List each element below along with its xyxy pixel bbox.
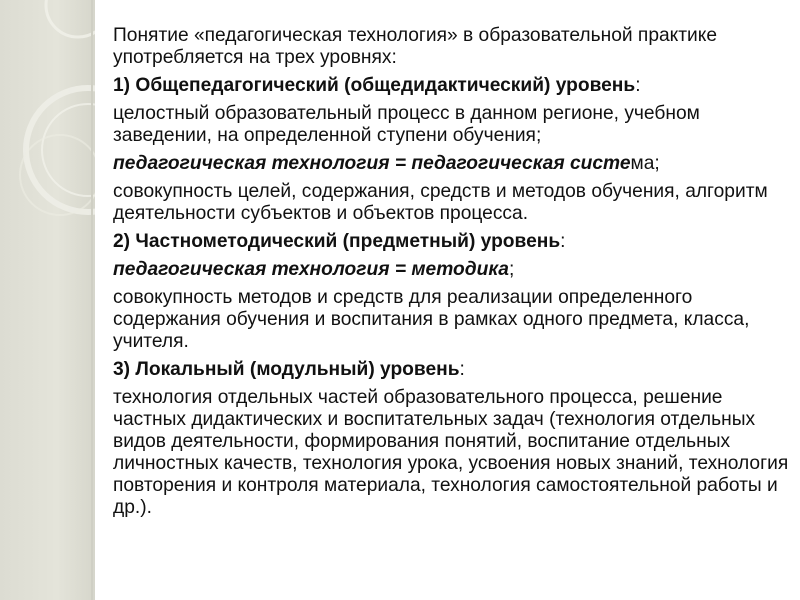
level2-equation-tail: ; bbox=[508, 259, 515, 280]
slide-content bbox=[113, 25, 793, 525]
level1-definition: совокупность целей, содержания, средств и методов обучения, алгоритм деятельности субъектов и объектов процесса. bbox=[113, 181, 768, 224]
level2-equation bbox=[113, 259, 793, 281]
level2-definition: совокупность методов и средств для реализации определенного содержания обучения и воспитания в рамках одного предмета, класса, учителя. bbox=[113, 287, 750, 352]
level1-description: целостный образовательный процесс в данном регионе, учебном заведении, на определенной ступени обучения; bbox=[113, 103, 700, 146]
level1-heading bbox=[113, 75, 793, 97]
level3-title-suffix: : bbox=[459, 359, 465, 380]
decorative-sidebar bbox=[0, 0, 95, 600]
level1-title: 1) Общепедагогический (общедидактический) уровень bbox=[113, 75, 636, 96]
level1-title-suffix: : bbox=[635, 75, 641, 96]
level3-title: 3) Локальный (модульный) уровень bbox=[113, 359, 460, 380]
level2-title-suffix: : bbox=[560, 231, 566, 252]
level3-heading bbox=[113, 359, 793, 381]
intro-text: Понятие «педагогическая технология» в образовательной практике употребляется на трех уровнях: bbox=[113, 25, 718, 68]
level1-equation bbox=[113, 153, 793, 175]
level2-equation-bold: педагогическая технология = методика bbox=[113, 259, 509, 280]
decorative-circles bbox=[0, 0, 95, 600]
level1-equation-bold: педагогическая технология = педагогическая систе bbox=[113, 153, 631, 174]
level3-definition: технология отдельных частей образовательного процесса, решение частных дидактических и воспитательных задач (технология отдельных видов деятельности, формирования понятий, воспитание отдельных личностных качеств, технология урока, усвоения новых знаний, технология повторения и контроля материала, технология самостоятельной работы и др.). bbox=[113, 387, 789, 518]
level1-equation-tail: ма; bbox=[630, 153, 660, 174]
level2-heading bbox=[113, 231, 793, 253]
level2-title: 2) Частнометодический (предметный) уровень bbox=[113, 231, 561, 252]
